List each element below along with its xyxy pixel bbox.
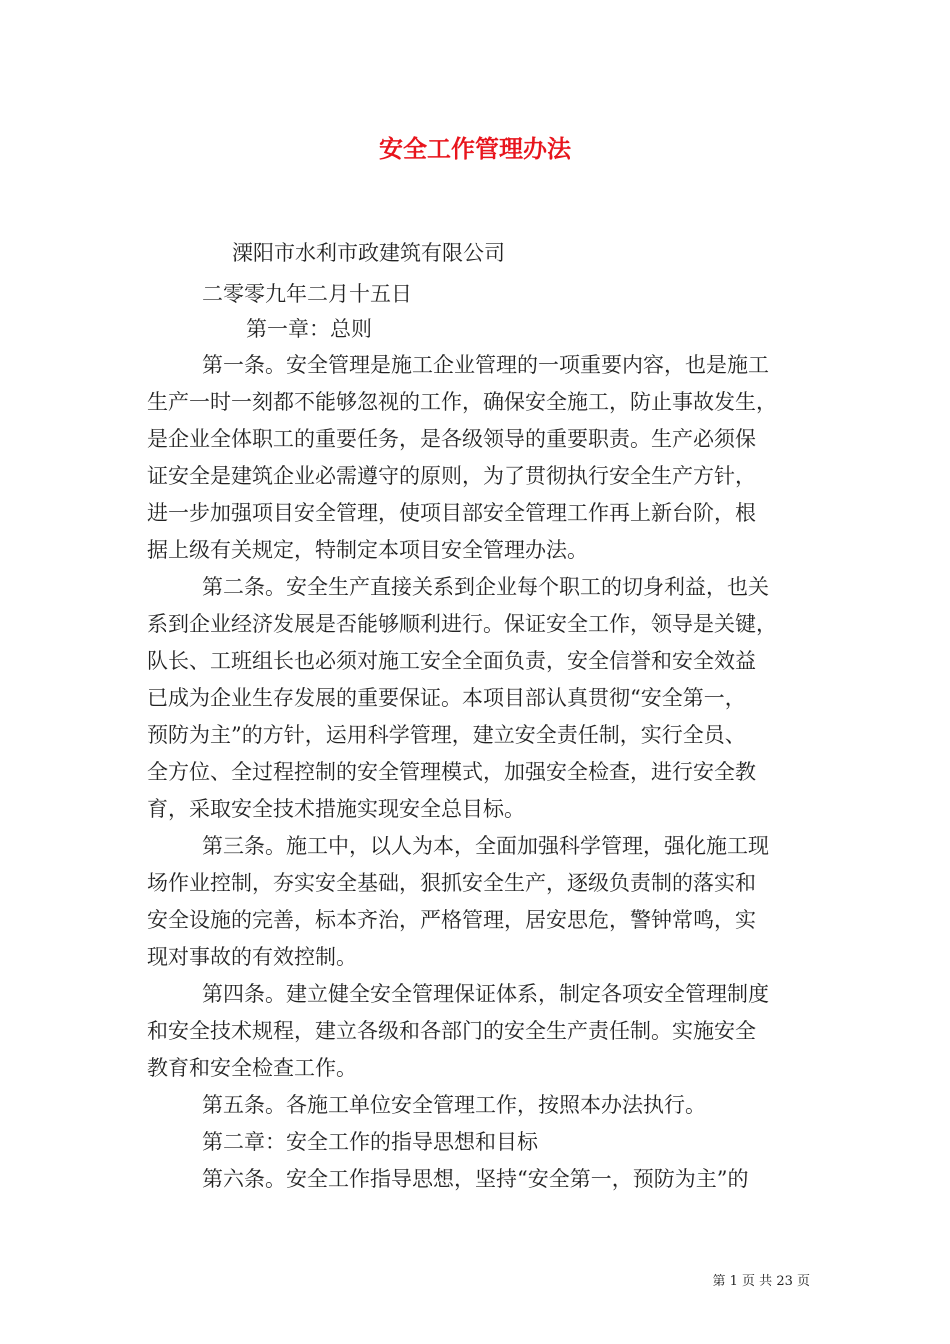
- article-5: 第五条。各施工单位安全管理工作，按照本办法执行。: [202, 1093, 706, 1117]
- paragraph-line: 进一步加强项目安全管理，使项目部安全管理工作再上新台阶，根: [147, 501, 756, 525]
- paragraph-line: 已成为企业生存发展的重要保证。本项目部认真贯彻“安全第一，: [147, 686, 746, 710]
- company-name: 溧阳市水利市政建筑有限公司: [232, 241, 505, 265]
- paragraph-line: 第三条。施工中，以人为本，全面加强科学管理，强化施工现: [202, 834, 769, 858]
- paragraph-line: 场作业控制，夯实安全基础，狠抓安全生产，逐级负责制的落实和: [147, 871, 756, 895]
- paragraph-line: 安全设施的完善，标本齐治，严格管理，居安思危，警钟常鸣，实: [147, 908, 756, 932]
- paragraph-line: 第四条。建立健全安全管理保证体系，制定各项安全管理制度: [202, 982, 769, 1006]
- paragraph-line: 第一条。安全管理是施工企业管理的一项重要内容，也是施工: [202, 353, 769, 377]
- paragraph-line: 是企业全体职工的重要任务，是各级领导的重要职责。生产必须保: [147, 427, 756, 451]
- article-6: 第六条。安全工作指导思想，坚持“安全第一，预防为主”的: [202, 1167, 749, 1191]
- paragraph-line: 证安全是建筑企业必需遵守的原则，为了贯彻执行安全生产方针，: [147, 464, 756, 488]
- chapter-heading-2: 第二章：安全工作的指导思想和目标: [202, 1130, 538, 1154]
- paragraph-line: 生产一时一刻都不能够忽视的工作，确保安全施工，防止事故发生，: [147, 390, 777, 414]
- page-number: 第 1 页 共 23 页: [712, 1274, 810, 1289]
- paragraph-line: 和安全技术规程，建立各级和各部门的安全生产责任制。实施安全: [147, 1019, 756, 1043]
- paragraph-line: 第二条。安全生产直接关系到企业每个职工的切身利益，也关: [202, 575, 769, 599]
- page-title: 安全工作管理办法: [379, 134, 571, 163]
- paragraph-line: 预防为主”的方针，运用科学管理，建立安全责任制，实行全员、: [147, 723, 746, 747]
- paragraph-line: 队长、工班组长也必须对施工安全全面负责，安全信誉和安全效益: [147, 649, 756, 673]
- chapter-heading-1: 第一章：总则: [246, 317, 372, 341]
- paragraph-line: 现对事故的有效控制。: [147, 945, 357, 969]
- paragraph-line: 教育和安全检查工作。: [147, 1056, 357, 1080]
- paragraph-line: 育，采取安全技术措施实现安全总目标。: [147, 797, 525, 821]
- paragraph-line: 据上级有关规定，特制定本项目安全管理办法。: [147, 538, 588, 562]
- paragraph-line: 全方位、全过程控制的安全管理模式，加强安全检查，进行安全教: [147, 760, 756, 784]
- document-date: 二零零九年二月十五日: [202, 282, 412, 306]
- paragraph-line: 系到企业经济发展是否能够顺利进行。保证安全工作，领导是关键，: [147, 612, 777, 636]
